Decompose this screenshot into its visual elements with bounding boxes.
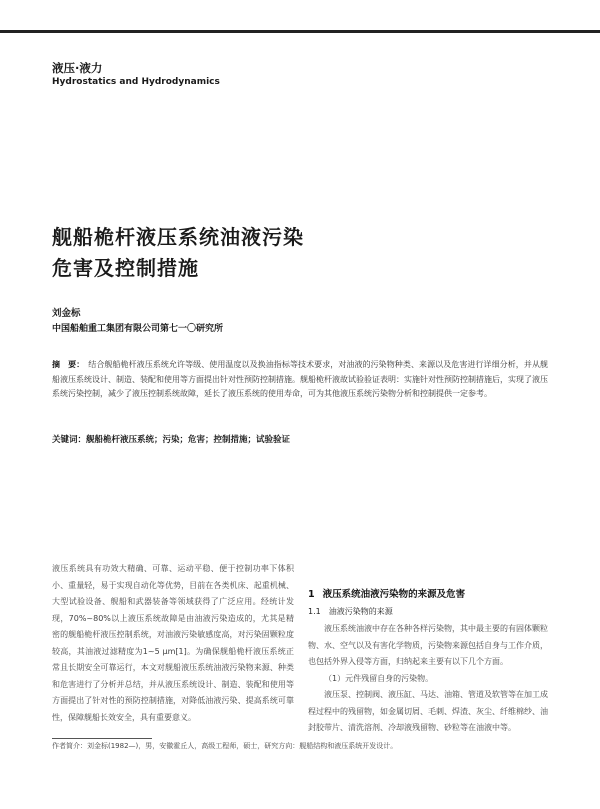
top-rule: [0, 30, 600, 33]
paragraph-2: （1）元件残留自身的污染物。: [324, 673, 434, 683]
section-1-1-heading: [308, 606, 548, 617]
paragraph-3: 液压泵、控制阀、液压缸、马达、油箱、管道及软管等在加工成程过程中的残留物，如金属切屑、毛刺、焊渣、灰尘、纤维棉纱、油封胶带片、清洗溶剂、冷却液残留物、砂粒等在油液中等。: [308, 690, 548, 732]
keywords: 关键词：舰船桅杆液压系统；污染；危害；控制措施；试验验证: [52, 435, 291, 445]
right-column: [308, 586, 548, 737]
title-line-2: 危害及控制措施: [52, 256, 199, 280]
affiliation: 中国船舶重工集团有限公司第七一〇研究所: [52, 324, 224, 334]
footnote: 作者简介：刘金标(1982—)，男，安徽霍丘人，高级工程师，硕士，研究方向：舰船结构和液压系统开发设计。: [52, 742, 398, 750]
section-1-1-title: 油液污染物的来源: [328, 607, 393, 616]
footnote-rule: [52, 738, 152, 739]
abstract-label: 摘 要：: [52, 360, 85, 369]
section-label-en: Hydrostatics and Hydrodynamics: [52, 77, 220, 87]
author: 刘金标: [52, 308, 81, 319]
section-1-1-number: 1.1: [308, 607, 321, 616]
abstract-text: 结合舰船桅杆液压系统允许等级、使用温度以及换油指标等技术要求，对油液的污染物种类、来源以及危害进行详细分析，并从舰船液压系统设计、制造、装配和使用等方面提出针对性预防控制措施。舰船桅杆液故试验验证表明：实施针对性预防控制措施后，实现了液压系统污染控制，减少了液压控制系统故障，延长了液压系统的使用寿命，可为其他液压系统污染物分析和控制提供一定参考。: [52, 360, 549, 399]
article-title: [52, 222, 304, 284]
section-1-heading: [308, 586, 548, 600]
intro-paragraph: 液压系统具有功效大精确、可靠、运动平稳、便于控制功率下体积小、重量轻，易于实现自动化等优势，目前在各类机床、起重机械、大型试验设备、舰船和武器装备等领域获得了广泛应用。经统计发现，70%~80%以上液压系统故障是由油液污染造成的，尤其是精密的舰船桅杆液压控制系统，对油液污染敏感度高，对污染固颗粒度较高，其油液过滤精度为1~5 μm[1]。为确保舰船桅杆液压系统正常且长期安全可靠运行，本文对舰船液压系统油液污染物来源、种类和危害进行了分析并总结，并从液压系统设计、制造、装配和使用等方面提出了针对性的预防控制措施，对降低油液污染、提高系统可靠性，保障舰船长效安全，具有重要意义。: [52, 564, 294, 722]
section-label-cn: 液压·液力: [52, 61, 103, 75]
abstract: [52, 358, 548, 402]
section-1-title: 液压系统油液污染物的来源及危害: [322, 589, 466, 600]
title-line-1: 舰船桅杆液压系统油液污染: [52, 225, 304, 249]
section-1-number: 1: [308, 589, 315, 600]
paragraph-1: 液压系统油液中存在各种各样污染物，其中最主要的有固体颗粒物、水、空气以及有害化学物质，污染物来源包括自身与工作介质，也包括外界入侵等方面，归纳起来主要有以下几个方面。: [308, 624, 548, 666]
